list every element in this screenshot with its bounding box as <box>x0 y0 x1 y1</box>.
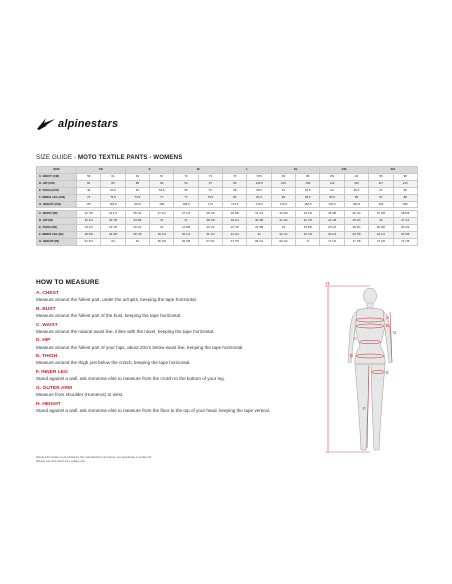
table-cell: 120 <box>393 180 417 187</box>
table-cell: 30 1/4 <box>174 232 198 239</box>
figure-right-leg <box>371 364 385 450</box>
table-cell: 109 <box>296 180 320 187</box>
measure-description: Measure around the fullest part of the bust, keeping the tape horizontal. <box>36 313 182 318</box>
table-cell: 41 3/4 <box>271 218 295 225</box>
table-cell: 71 1/2 <box>320 239 344 246</box>
measure-description: Measure around the fullest part, under the armpits, keeping the tape horizontal. <box>36 297 197 303</box>
table-cell: 88 <box>125 180 149 187</box>
table-cell: 83 <box>271 173 295 180</box>
table-cell: 117 <box>369 180 393 187</box>
table-cell: 68 <box>393 187 417 194</box>
table-cell: 47 1/4 <box>393 218 417 225</box>
table-cell: 30 1/4 <box>150 232 174 239</box>
row-label: D. HIP (CM) <box>37 180 77 187</box>
table-cell: 71 <box>296 239 320 246</box>
table-row <box>37 232 418 239</box>
table-cell: 61 <box>271 187 295 194</box>
table-cell: 76 <box>223 173 247 180</box>
table-cell: 65.5 <box>344 187 368 194</box>
table-cell: 162.5 <box>125 201 149 208</box>
table-cell: 172 <box>198 201 222 208</box>
header-size-xs: XS <box>77 167 126 174</box>
measure-item <box>36 402 326 414</box>
table-cell: 24 5/8 <box>296 225 320 232</box>
measure-label: F. INNER LEG <box>36 369 68 375</box>
table-cell: 40 3/8 <box>247 218 271 225</box>
table-cell: 32 <box>247 232 271 239</box>
table-row <box>37 239 418 246</box>
table-cell: 32 1/4 <box>77 218 101 225</box>
table-cell: 33 7/8 <box>101 218 125 225</box>
measure-item <box>36 354 326 366</box>
figure-label-b: B <box>386 323 389 328</box>
measure-item <box>36 338 326 350</box>
table-cell: 162.5 <box>101 201 125 208</box>
table-cell: 36 1/4 <box>344 211 368 218</box>
row-label: D. HIP (IN) <box>37 218 77 225</box>
table-cell: 58 <box>77 173 101 180</box>
table-cell: 81.5 <box>247 194 271 201</box>
table-cell: 37 <box>150 218 174 225</box>
size-guide-title <box>36 154 182 161</box>
table-cell: 183 <box>369 201 393 208</box>
table-cell: 50.5 <box>101 187 125 194</box>
row-label: H. HEIGHT (IN) <box>37 239 77 246</box>
row-label: F. INNER LEG (CM) <box>37 194 77 201</box>
table-cell: 69 1/2 <box>247 239 271 246</box>
table-cell: 84.5 <box>320 194 344 201</box>
table-cell: 19 1/4 <box>77 225 101 232</box>
table-header-row <box>37 167 418 174</box>
table-cell: 86 <box>344 194 368 201</box>
table-cell: 80 <box>223 194 247 201</box>
row-label: E. THIGH (CM) <box>37 187 77 194</box>
table-cell: 32 7/8 <box>296 232 320 239</box>
table-cell: 25 1/4 <box>320 225 344 232</box>
table-cell: 61 3/4 <box>77 239 101 246</box>
figure-label-c: C <box>354 336 358 341</box>
row-label: H. HEIGHT (CM) <box>37 201 77 208</box>
table-cell: 22 7/8 <box>77 211 101 218</box>
table-cell: 77 <box>150 194 174 201</box>
table-cell: 83.5 <box>296 194 320 201</box>
table-cell: 67 7/8 <box>223 239 247 246</box>
table-cell: 59.5 <box>247 187 271 194</box>
footnote-line-1: Sizing information is provided by the manufacturer and does not guarantee a perfect fit. <box>36 455 152 459</box>
table-cell: 185 <box>393 201 417 208</box>
table-cell: 67 <box>369 187 393 194</box>
table-cell: 39 1/4 <box>223 218 247 225</box>
table-cell: 26 3/8 <box>369 225 393 232</box>
header-size-l: L <box>223 167 272 174</box>
table-cell: 31 1/2 <box>223 232 247 239</box>
table-row <box>37 211 418 218</box>
table-cell: 32 5/8 <box>271 211 295 218</box>
figure-label-e: E <box>386 370 389 375</box>
row-label: E. THIGH (IN) <box>37 225 77 232</box>
table-cell: 72 7/8 <box>393 239 417 246</box>
table-cell: 99 <box>223 180 247 187</box>
footnote <box>36 455 236 463</box>
size-chart-table <box>36 166 418 246</box>
table-cell: 33 1/4 <box>320 232 344 239</box>
measure-label: A. CHEST <box>36 291 59 296</box>
footnote-line-2: Please use this chart as a guide only. <box>36 459 86 464</box>
table-cell: 97 <box>198 180 222 187</box>
table-cell: 79.5 <box>198 194 222 201</box>
table-row <box>37 180 418 187</box>
table-cell: 21 <box>150 225 174 232</box>
table-cell: 49 <box>77 187 101 194</box>
table-cell: 64 <box>320 187 344 194</box>
measure-label: B. BUST <box>36 306 56 312</box>
table-cell: 25 1/4 <box>125 211 149 218</box>
table-row <box>37 194 418 201</box>
table-cell: 74.5 <box>101 194 125 201</box>
table-cell: 82 <box>271 194 295 201</box>
how-to-measure-title: HOW TO MEASURE <box>36 279 100 286</box>
table-cell: 98 <box>393 173 417 180</box>
size-guide-product: MOTO TEXTILE PANTS - WOMENS <box>77 154 183 161</box>
table-cell: 176.5 <box>271 201 295 208</box>
table-cell: 37 <box>174 218 198 225</box>
table-cell: 32 1/4 <box>271 232 295 239</box>
table-cell: 52 <box>125 187 149 194</box>
table-cell: 29 3/8 <box>101 232 125 239</box>
table-row <box>37 218 418 225</box>
table-cell: 86 <box>296 173 320 180</box>
table-cell: 42 7/8 <box>296 218 320 225</box>
table-cell: 45 1/4 <box>344 218 368 225</box>
table-cell: 64 <box>125 173 149 180</box>
measure-label: D. HIP <box>36 338 51 344</box>
table-cell: 102.5 <box>247 180 271 187</box>
table-cell: 168 <box>150 201 174 208</box>
table-cell: 62.5 <box>296 187 320 194</box>
table-cell: 34 5/8 <box>320 211 344 218</box>
table-cell: 27 1/2 <box>174 211 198 218</box>
table-cell: 33 7/8 <box>344 232 368 239</box>
table-cell: 94 <box>174 180 198 187</box>
table-cell: 106 <box>271 180 295 187</box>
table-cell: 168.5 <box>174 201 198 208</box>
table-row <box>37 187 418 194</box>
table-cell: 33 7/8 <box>296 211 320 218</box>
table-cell: 22 7/8 <box>223 225 247 232</box>
row-label: C. WAIST (CM) <box>37 173 77 180</box>
table-cell: 182.5 <box>344 201 368 208</box>
table-cell: 31 1/4 <box>198 232 222 239</box>
table-cell: 66 3/8 <box>174 239 198 246</box>
table-cell: 25 3/4 <box>344 225 368 232</box>
table-cell: 23 1/4 <box>101 211 125 218</box>
table-cell: 31 1/4 <box>247 211 271 218</box>
table-cell: 34 1/4 <box>369 232 393 239</box>
table-cell: 28 1/8 <box>198 211 222 218</box>
table-cell: 176.5 <box>247 201 271 208</box>
table-cell: 28 7/8 <box>125 232 149 239</box>
table-cell: 61 <box>101 173 125 180</box>
table-cell: 46 <box>369 218 393 225</box>
measure-item <box>36 291 326 303</box>
measure-label: H. HEIGHT <box>36 401 61 407</box>
table-cell: 72 <box>77 194 101 201</box>
header-size-3xl: 3XL <box>369 167 418 174</box>
row-label: F. INNER LEG (IN) <box>37 232 77 239</box>
table-cell: 79.5 <box>247 173 271 180</box>
measure-list <box>36 291 326 417</box>
measure-description: Measure around the natural waist line, inline with the navel, keeping the tape horizontal. <box>36 328 215 334</box>
brand-logo <box>36 116 118 132</box>
table-cell: 180.5 <box>296 201 320 208</box>
table-cell: 64 <box>125 239 149 246</box>
figure-label-f: F <box>363 406 366 411</box>
table-cell: 38 5/8 <box>393 211 417 218</box>
measure-item <box>36 386 326 398</box>
table-cell: 53.5 <box>150 187 174 194</box>
table-cell: 24 <box>271 225 295 232</box>
table-cell: 66 1/8 <box>150 239 174 246</box>
table-cell: 21 5/8 <box>174 225 198 232</box>
measure-item <box>36 323 326 335</box>
table-cell: 22 1/2 <box>198 225 222 232</box>
table-cell: 77 <box>174 194 198 201</box>
brand-name: alpinestars <box>58 118 119 130</box>
table-cell: 70 <box>174 173 198 180</box>
header-size-s: S <box>125 167 174 174</box>
table-cell: 95 <box>369 173 393 180</box>
table-cell: 69 1/2 <box>271 239 295 246</box>
table-cell: 23 3/8 <box>247 225 271 232</box>
table-cell: 55 <box>174 187 198 194</box>
table-cell: 172.5 <box>223 201 247 208</box>
figure-label-g: G <box>393 330 397 335</box>
table-cell: 57 <box>198 187 222 194</box>
figure-neck <box>367 303 373 308</box>
measure-description: Stand against a wall, ask someone else to measure from the floor to the top of your head, keeping the tape vertical. <box>36 407 271 413</box>
table-row <box>37 225 418 232</box>
measure-item <box>36 307 326 319</box>
measure-label: G. OUTER ARM <box>36 385 72 391</box>
table-cell: 20 1/2 <box>125 225 149 232</box>
table-cell: 19 7/8 <box>101 225 125 232</box>
table-cell: 29 5/8 <box>223 211 247 218</box>
table-cell: 28 3/8 <box>77 232 101 239</box>
table-cell: 64 <box>101 239 125 246</box>
table-cell: 44 1/8 <box>320 218 344 225</box>
figure-torso <box>355 308 385 364</box>
measure-item <box>36 370 326 382</box>
table-cell: 92 <box>150 180 174 187</box>
table-cell: 82 <box>77 180 101 187</box>
header-size-label: SIZE <box>37 167 77 174</box>
table-cell: 37 3/8 <box>369 211 393 218</box>
table-cell: 92 <box>344 173 368 180</box>
table-cell: 73 <box>198 173 222 180</box>
measure-description: Stand against a wall, ask someone else to measure from the crotch to the bottom of your leg. <box>36 376 225 382</box>
header-size-xl: XL <box>271 167 320 174</box>
table-cell: 71 7/8 <box>344 239 368 246</box>
header-size-xxl: XXL <box>320 167 369 174</box>
table-cell: 34 5/8 <box>125 218 149 225</box>
table-cell: 67 <box>150 173 174 180</box>
table-cell: 86 <box>101 180 125 187</box>
alpinestars-star-logo-icon <box>36 117 56 131</box>
table-cell: 89 <box>320 173 344 180</box>
figure-label-d: D <box>350 353 354 358</box>
table-cell: 112 <box>320 180 344 187</box>
table-cell: 157 <box>77 201 101 208</box>
measure-description: Measure around the thigh just below the crotch, keeping the tape horizontal. <box>36 360 191 366</box>
table-cell: 115 <box>344 180 368 187</box>
measure-description: Measure from shoulder (Humerus) to wrist. <box>36 391 124 397</box>
table-row <box>37 201 418 208</box>
table-cell: 67 3/4 <box>198 239 222 246</box>
row-label: C. WAIST (IN) <box>37 211 77 218</box>
header-size-m: M <box>174 167 223 174</box>
measure-description: Measure around the fullest part of your hips, about 20cm below waist line, keeping the tape horizontal. <box>36 344 244 350</box>
measure-label: C. WAIST <box>36 322 58 328</box>
table-cell: 87 <box>369 194 393 201</box>
figure-head <box>364 288 377 304</box>
table-cell: 72 1/8 <box>369 239 393 246</box>
table-row <box>37 173 418 180</box>
figure-left-leg <box>355 364 369 450</box>
table-cell: 73.5 <box>125 194 149 201</box>
size-guide-prefix: SIZE GUIDE - <box>36 154 78 161</box>
table-cell: 181.5 <box>320 201 344 208</box>
table-cell: 38 1/8 <box>198 218 222 225</box>
figure-label-a: A <box>386 315 389 320</box>
body-measure-figure <box>320 282 420 458</box>
measure-label: E. THIGH <box>36 354 58 360</box>
table-cell: 26 3/4 <box>393 225 417 232</box>
table-cell: 58 <box>223 187 247 194</box>
figure-label-h: H <box>326 282 330 286</box>
table-cell: 88 <box>393 194 417 201</box>
table-cell: 27 1/2 <box>150 211 174 218</box>
table-cell: 34 5/8 <box>393 232 417 239</box>
